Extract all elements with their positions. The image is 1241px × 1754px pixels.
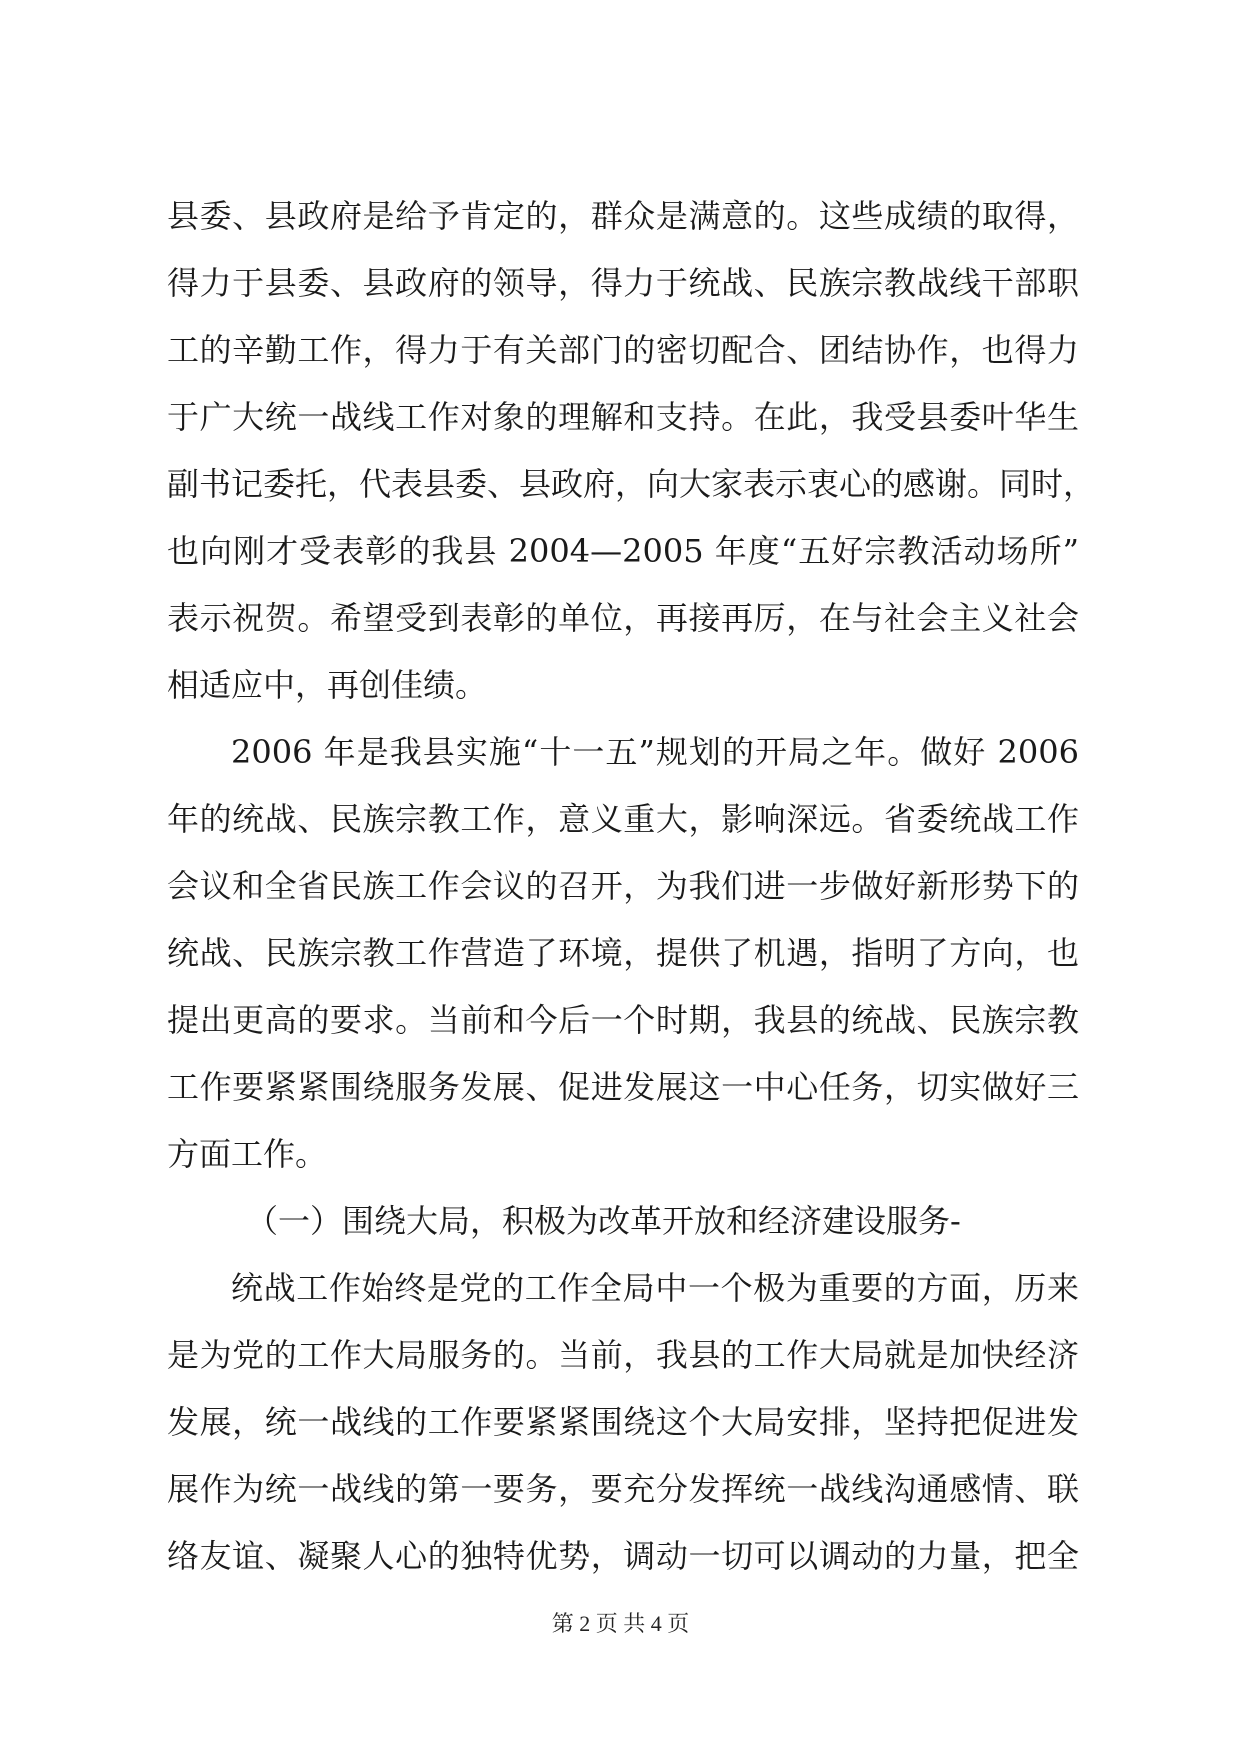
body-text-line: 得力于县委、县政府的领导，得力于统战、民族宗教战线干部职 — [167, 264, 1079, 302]
body-text-line: 表示祝贺。希望受到表彰的单位，再接再厉，在与社会主义社会 — [167, 599, 1079, 637]
body-text-line: 络友谊、凝聚人心的独特优势，调动一切可以调动的力量，把全 — [167, 1537, 1079, 1575]
body-text-line: 是为党的工作大局服务的。当前，我县的工作大局就是加快经济 — [167, 1336, 1079, 1374]
paragraph-first-line: 统战工作始终是党的工作全局中一个极为重要的方面，历来 — [231, 1269, 1079, 1307]
body-text-line: 发展，统一战线的工作要紧紧围绕这个大局安排，坚持把促进发 — [167, 1403, 1079, 1441]
body-text-line: 方面工作。 — [167, 1135, 328, 1173]
body-text-line: 年的统战、民族宗教工作，意义重大，影响深远。省委统战工作 — [167, 800, 1079, 838]
body-text-line: 工作要紧紧围绕服务发展、促进发展这一中心任务，切实做好三 — [167, 1068, 1079, 1106]
body-text-line: 县委、县政府是给予肯定的，群众是满意的。这些成绩的取得， — [167, 197, 1079, 235]
body-text-line: 也向刚才受表彰的我县 2004—2005 年度“五好宗教活动场所” — [167, 532, 1079, 570]
body-text-line: 工的辛勤工作，得力于有关部门的密切配合、团结协作，也得力 — [167, 331, 1079, 369]
body-text-line: 会议和全省民族工作会议的召开，为我们进一步做好新形势下的 — [167, 867, 1079, 905]
body-text-line: 副书记委托，代表县委、县政府，向大家表示衷心的感谢。同时， — [167, 465, 1096, 503]
body-text-line: 相适应中，再创佳绩。 — [167, 666, 488, 704]
body-text-line: 统战、民族宗教工作营造了环境，提供了机遇，指明了方向，也 — [167, 934, 1079, 972]
body-text-line: 提出更高的要求。当前和今后一个时期，我县的统战、民族宗教 — [167, 1001, 1079, 1039]
section-heading: （一）围绕大局，积极为改革开放和经济建设服务- — [246, 1202, 961, 1240]
body-text-line: 于广大统一战线工作对象的理解和支持。在此，我受县委叶华生 — [167, 398, 1079, 436]
page-number-footer: 第 2 页 共 4 页 — [551, 1611, 690, 1636]
body-text-line: 展作为统一战线的第一要务，要充分发挥统一战线沟通感情、联 — [167, 1470, 1079, 1508]
paragraph-first-line: 2006 年是我县实施“十一五”规划的开局之年。做好 2006 — [231, 733, 1079, 771]
